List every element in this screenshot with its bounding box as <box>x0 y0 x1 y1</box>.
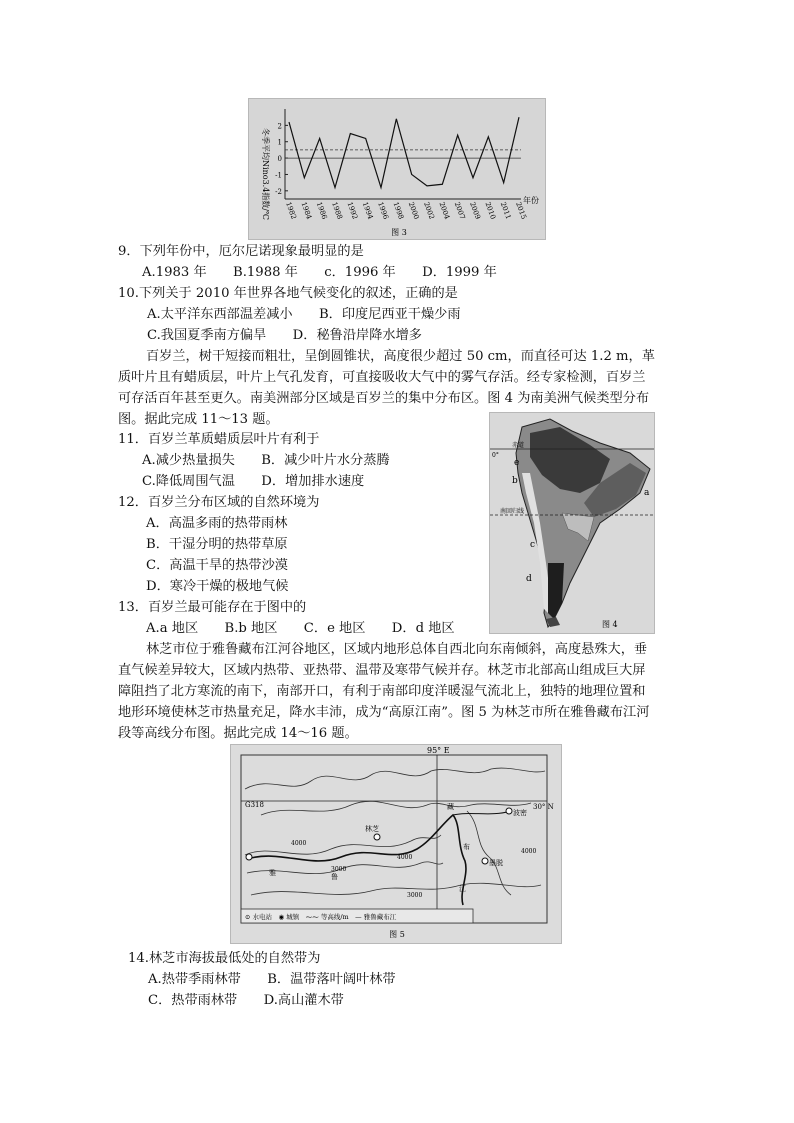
q12-option-d: D．寒冷干燥的极地气候 <box>146 579 289 594</box>
x-tick-label: 2004 <box>437 200 452 221</box>
x-tick-label: 1998 <box>391 200 406 221</box>
label-d: d <box>526 574 532 584</box>
river-char-4: 布 <box>463 843 470 851</box>
x-tick-label: 2007 <box>452 200 467 221</box>
para2-line1: 林芝市位于雅鲁藏布江河谷地区，区域内地形总体自西北向东南倾斜，高度悬殊大，垂 <box>146 642 648 657</box>
x-tick-label: 2015 <box>514 200 528 221</box>
yarlung-contour-map <box>231 745 561 943</box>
label-c: c <box>530 540 536 550</box>
river-char-3: 藏 <box>447 803 454 811</box>
para1-line1: 百岁兰，树干短接而粗壮，呈倒圆锥状，高度很少超过 50 cm，而直径可达 1.2 m，革 <box>146 349 655 364</box>
para2-line2: 直气候差异较大，区域内热带、亚热带、温带及寒带气候并存。林芝市北部高山组成巨大屏 <box>118 663 646 678</box>
figure-4 <box>489 412 655 634</box>
river-char-5: 江 <box>459 885 466 893</box>
para1-line4: 图。据此完成 11～13 题。 <box>118 412 279 427</box>
x-tick-label: 1996 <box>376 200 390 221</box>
contour-value-5: 3000 <box>407 892 423 899</box>
contour-south-2 <box>251 883 541 895</box>
label-a: a <box>644 488 650 498</box>
hydropower-station-icon <box>246 854 252 860</box>
contour-north-2 <box>261 801 531 815</box>
figure-4-caption: 图 4 <box>602 620 618 629</box>
city-bomi: 波密 <box>513 809 527 817</box>
x-tick-label: 1986 <box>314 200 329 221</box>
q14-options-2: C．热带雨林带 D.高山灌木带 <box>148 993 344 1008</box>
x-tick-label: 1984 <box>299 200 314 221</box>
q9-stem: 9．下列年份中，厄尔尼诺现象最明显的是 <box>118 244 364 259</box>
zero-degree-label: 0° <box>492 452 499 459</box>
tropic-label: 南回归线 <box>500 508 525 515</box>
para1-line2: 质叶片且有蜡质层，叶片上气孔发育，可直接吸收大气中的雾气存活。经专家检测，百岁兰 <box>118 370 646 385</box>
legend-text: ⊙ 水电站 ◉ 城镇 ⁓⁓ 等高线/m — 雅鲁藏布江 <box>245 913 397 921</box>
contour-value-4: 4000 <box>521 848 537 855</box>
para2-line4: 地形环境使林芝市热量充足，降水丰沛，成为“高原江南”。图 5 为林芝市所在雅鲁藏布江河 <box>118 705 650 720</box>
city-linzhi: 林芝 <box>365 825 379 833</box>
nino-index-line-chart <box>249 99 545 239</box>
x-tick-label: 2000 <box>406 200 421 221</box>
tributary <box>453 811 511 815</box>
q10-stem: 10.下列关于 2010 年世界各地气候变化的叙述，正确的是 <box>118 286 458 301</box>
southern-zone <box>548 563 564 619</box>
y-tick-label: 0 <box>277 155 282 164</box>
para2-line3: 障阻挡了北方寒流的南下，南部开口，有利于南部印度洋暖湿气流北上，独特的地理位置和 <box>118 684 646 699</box>
figure-3-caption: 图 3 <box>391 228 407 237</box>
y-tick-label: 2 <box>277 122 282 131</box>
river-char-1: 雅 <box>269 869 276 877</box>
river-char-2: 鲁 <box>331 873 338 881</box>
q13-options: A.a 地区 B.b 地区 C．e 地区 D．d 地区 <box>146 621 455 636</box>
contour-north-1 <box>245 768 545 789</box>
q13-stem: 13．百岁兰最可能存在于图中的 <box>118 600 307 615</box>
x-tick-label: 1982 <box>284 200 298 221</box>
contour-east <box>467 811 511 895</box>
y-tick-label: -2 <box>275 187 282 196</box>
figure-5-caption: 图 5 <box>389 930 405 939</box>
q14-stem: 14.林芝市海拔最低处的自然带为 <box>128 951 321 966</box>
road-label: G318 <box>245 801 264 809</box>
q14-options-1: A.热带季雨林带 B．温带落叶阔叶林带 <box>148 972 396 987</box>
map-frame <box>241 755 547 923</box>
city-medog: 墨脱 <box>489 859 503 867</box>
bomi-town-icon <box>506 808 512 814</box>
label-b: b <box>512 476 518 486</box>
x-tick-label: 1992 <box>345 200 360 221</box>
figure-3 <box>248 98 546 240</box>
contour-value-3: 4000 <box>291 840 307 847</box>
q12-option-c: C．高温干旱的热带沙漠 <box>146 558 288 573</box>
south-america-climate-map <box>490 413 654 633</box>
figure-5 <box>230 744 562 944</box>
q12-option-a: A．高温多雨的热带雨林 <box>146 516 288 531</box>
series-line <box>289 117 519 187</box>
linzhi-town-icon <box>374 834 380 840</box>
chart-y-axis-label: 冬季平均Nino3.4指数/℃ <box>261 128 270 220</box>
q11-stem: 11．百岁兰革质蜡质层叶片有利于 <box>118 432 320 447</box>
q11-options-1: A.减少热量损失 B．减少叶片水分蒸腾 <box>142 453 390 468</box>
chart-x-axis-label: 年份 <box>523 196 539 205</box>
para1-line3: 可存活百年甚至更久。南美洲部分区域是百岁兰的集中分布区。图 4 为南美洲气候类型分布 <box>118 391 650 406</box>
x-tick-label: 1994 <box>360 200 375 221</box>
contour-value-1: 4000 <box>397 854 413 861</box>
q11-options-2: C.降低周围气温 D．增加排水速度 <box>142 474 365 489</box>
para2-line5: 段等高线分布图。据此完成 14～16 题。 <box>118 726 358 741</box>
x-tick-label: 2010 <box>483 200 498 221</box>
y-tick-label: -1 <box>275 171 282 180</box>
x-tick-label: 2011 <box>498 200 513 221</box>
q10-options-2: C.我国夏季南方偏旱 D．秘鲁沿岸降水增多 <box>147 328 422 343</box>
q10-options-1: A.太平洋东西部温差减小 B．印度尼西亚干燥少雨 <box>147 307 461 322</box>
q12-option-b: B．干湿分明的热带草原 <box>146 537 288 552</box>
q9-options: A.1983 年 B.1988 年 c．1996 年 D．1999 年 <box>142 265 497 280</box>
contour-value-2: 3000 <box>331 866 347 873</box>
x-tick-label: 2002 <box>422 200 436 221</box>
medog-town-icon <box>482 858 488 864</box>
lon-label: 95° E <box>427 746 450 755</box>
lat-label: 30° N <box>533 803 554 811</box>
q12-stem: 12．百岁兰分布区域的自然环境为 <box>118 495 320 510</box>
y-tick-label: 1 <box>277 138 282 147</box>
label-e: e <box>514 458 520 468</box>
x-tick-label: 2009 <box>468 200 482 221</box>
x-tick-label: 1988 <box>330 200 344 221</box>
equator-label: 赤道 <box>512 442 525 449</box>
